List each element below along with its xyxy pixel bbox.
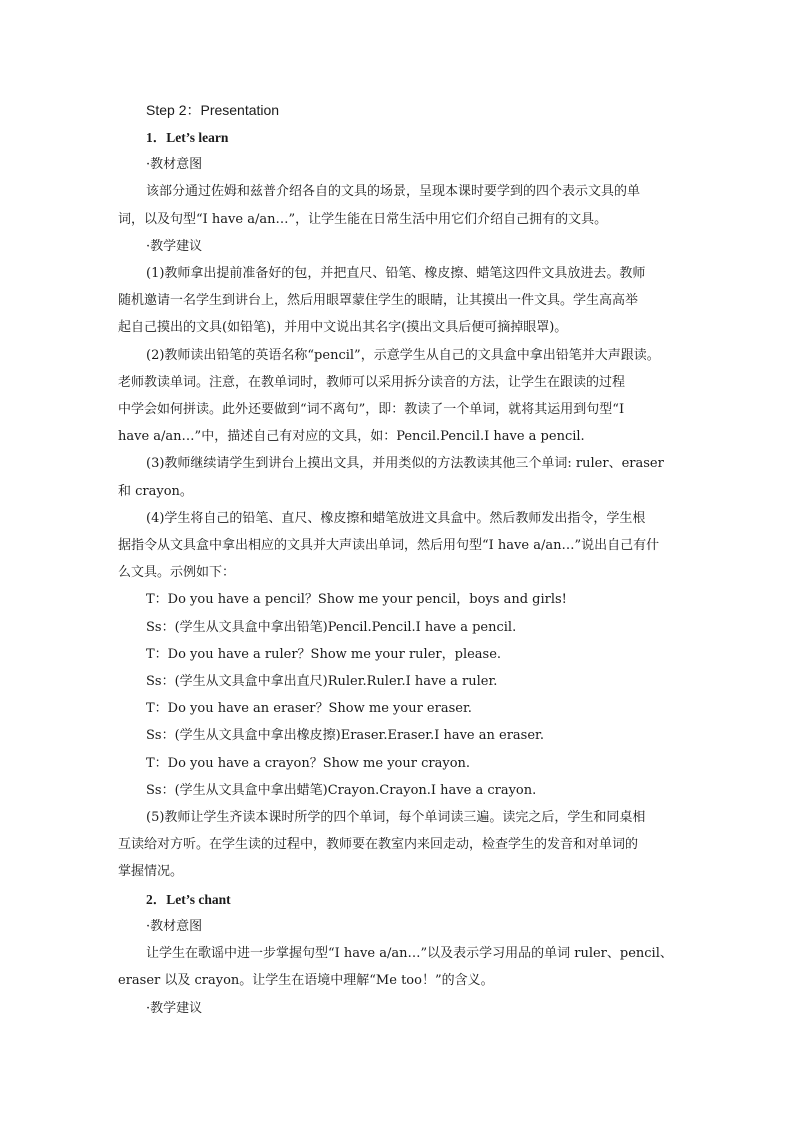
intent-label: ·教材意图 bbox=[146, 157, 203, 173]
paragraph-5 bbox=[118, 804, 680, 886]
dialogue-line: Ss：(学生从文具盒中拿出铅笔)Pencil.Pencil.I have a pencil. bbox=[146, 619, 517, 635]
dialogue-line: Ss：(学生从文具盒中拿出直尺)Ruler.Ruler.I have a ruler. bbox=[146, 674, 498, 690]
text-line: (3)教师继续请学生到讲台上摸出文具，并用类似的方法教读其他三个单词: ruler、eraser bbox=[146, 456, 664, 472]
text-line: 掌握情况。 bbox=[118, 864, 184, 880]
text-line: (1)教师拿出提前准备好的包，并把直尺、铅笔、橡皮擦、蜡笔这四件文具放进去。教师 bbox=[146, 266, 646, 282]
text-line: 互读给对方听。在学生读的过程中，教师要在教室内来回走动，检查学生的发音和对单词的 bbox=[118, 837, 639, 853]
text-line: 该部分通过佐姆和兹普介绍各自的文具的场景，呈现本课时要学到的四个表示文具的单 bbox=[146, 184, 641, 200]
text-line: have a/an…”中，描述自己有对应的文具，如：Pencil.Pencil.I have a pencil. bbox=[118, 429, 585, 445]
document-body bbox=[118, 96, 680, 1022]
advice-label: ·教学建议 bbox=[146, 1000, 203, 1016]
text-line: (4)学生将自己的铅笔、直尺、橡皮擦和蜡笔放进文具盒中。然后教师发出指令，学生根 bbox=[146, 510, 646, 526]
chant-intent-paragraph bbox=[118, 940, 680, 994]
dialogue bbox=[118, 586, 680, 804]
dialogue-line: T：Do you have a crayon？Show me your crayon. bbox=[146, 755, 471, 771]
paragraph-1 bbox=[118, 260, 680, 342]
text-line: (5)教师让学生齐读本课时所学的四个单词，每个单词读三遍。读完之后，学生和同桌相 bbox=[146, 810, 646, 826]
intent-paragraph bbox=[118, 178, 680, 232]
text-line: 随机邀请一名学生到讲台上，然后用眼罩蒙住学生的眼睛，让其摸出一件文具。学生高高举 bbox=[118, 293, 639, 309]
dialogue-line: T：Do you have a ruler？Show me your ruler，please. bbox=[146, 646, 502, 662]
text-line: 起自己摸出的文具(如铅笔)，并用中文说出其名字(摸出文具后便可摘掉眼罩)。 bbox=[118, 320, 568, 336]
text-line: 和 crayon。 bbox=[118, 483, 193, 499]
step-title: Step 2：Presentation bbox=[146, 102, 280, 118]
paragraph-2 bbox=[118, 342, 680, 451]
paragraph-4 bbox=[118, 505, 680, 587]
dialogue-line: Ss：(学生从文具盒中拿出橡皮擦)Eraser.Eraser.I have an eraser. bbox=[146, 728, 544, 744]
dialogue-line: T：Do you have a pencil？Show me your pencil，boys and girls! bbox=[146, 592, 567, 608]
dialogue-line: T：Do you have an eraser？Show me your eraser. bbox=[146, 701, 472, 717]
intent-label: ·教材意图 bbox=[146, 918, 203, 934]
text-line: 据指令从文具盒中拿出相应的文具并大声读出单词，然后用句型“I have a/an…”说出自己有什 bbox=[118, 538, 660, 554]
text-line: eraser 以及 crayon。让学生在语境中理解“Me too！”的含义。 bbox=[118, 973, 494, 989]
text-line: 老师教读单词。注意，在教单词时，教师可以采用拆分读音的方法，让学生在跟读的过程 bbox=[118, 374, 626, 390]
paragraph-3 bbox=[118, 450, 680, 504]
section-heading-lets-chant: 2．Let’s chant bbox=[146, 891, 231, 907]
section-heading-lets-learn: 1．Let’s learn bbox=[146, 130, 229, 145]
text-line: 中学会如何拼读。此外还要做到“词不离句”，即：教读了一个单词，就将其运用到句型“I bbox=[118, 402, 625, 418]
text-line: 让学生在歌谣中进一步掌握句型“I have a/an…”以及表示学习用品的单词 ruler、pencil、 bbox=[146, 946, 673, 962]
text-line: 词，以及句型“I have a/an…”，让学生能在日常生活中用它们介绍自己拥有的文具。 bbox=[118, 211, 608, 227]
dialogue-line: Ss：(学生从文具盒中拿出蜡笔)Crayon.Crayon.I have a crayon. bbox=[146, 782, 537, 798]
text-line: 么文具。示例如下： bbox=[118, 565, 236, 581]
text-line: (2)教师读出铅笔的英语名称“pencil”，示意学生从自己的文具盒中拿出铅笔并大声跟读。 bbox=[146, 347, 660, 363]
advice-label: ·教学建议 bbox=[146, 238, 203, 254]
